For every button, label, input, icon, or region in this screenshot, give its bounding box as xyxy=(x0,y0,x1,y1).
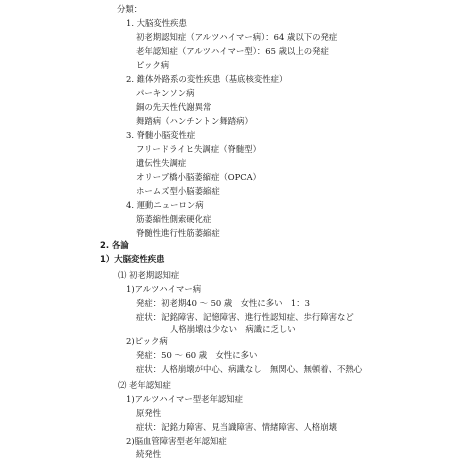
group-title: 2. 錐体外路系の変性疾患（基底核変性症） xyxy=(126,74,288,84)
group-item: パーキンソン病 xyxy=(136,88,195,98)
disease-onset: 発症：初老期40 ～ 50 歳 女性に多い 1：3 xyxy=(136,298,310,308)
group-item: 筋萎縮性側索硬化症 xyxy=(136,214,212,224)
disease-name: 2)ピック病 xyxy=(126,336,168,346)
disease-name: 1)アルツハイマー病 xyxy=(126,284,202,294)
disease-onset: 発症：50 ～ 60 歳 女性に多い xyxy=(136,350,258,360)
group-item: 脊髄性進行性筋萎縮症 xyxy=(136,228,220,238)
disease-cause: 続発性 xyxy=(136,449,162,459)
disease-symptom: 症状：記銘障害、記憶障害、進行性認知症、歩行障害など xyxy=(136,312,354,322)
disease-name: 2)脳血管障害型老年認知症 xyxy=(126,436,227,446)
group-item: ホームズ型小脳萎縮症 xyxy=(136,186,220,196)
classification-heading: 分類： xyxy=(117,4,143,14)
item-title: ⑵ 老年認知症 xyxy=(118,380,171,390)
group-item: ピック病 xyxy=(136,60,170,70)
section-subtitle: 1）大脳変性疾患 xyxy=(100,254,165,264)
disease-symptom: 症状：記銘力障害、見当識障害、情緒障害、人格崩壊 xyxy=(136,422,337,432)
group-item: 老年認知症（アルツハイマー型）：65 歳以上の発症 xyxy=(136,46,329,56)
group-title: 4. 運動ニューロン病 xyxy=(126,200,204,210)
group-item: 舞踏病（ハンチントン舞踏病） xyxy=(136,116,253,126)
disease-symptom-cont: 人格崩壊は少ない 病識に乏しい xyxy=(170,324,296,334)
group-title: 3. 脊髄小脳変性症 xyxy=(126,130,196,140)
section-title: 2. 各論 xyxy=(100,240,129,250)
group-item: オリーブ橋小脳萎縮症（OPCA） xyxy=(136,172,262,182)
group-item: 銅の先天性代謝異常 xyxy=(136,102,212,112)
disease-name: 1)アルツハイマー型老年認知症 xyxy=(126,394,243,404)
group-item: フリードライヒ失調症（脊髄型） xyxy=(136,144,262,154)
disease-cause: 原発性 xyxy=(136,408,162,418)
disease-symptom: 症状：人格崩壊が中心、病識なし 無関心、無頓着、不熱心 xyxy=(136,364,363,374)
group-item: 初老期認知症（アルツハイマー病）：64 歳以下の発症 xyxy=(136,32,338,42)
group-title: 1. 大脳変性疾患 xyxy=(126,18,187,28)
item-title: ⑴ 初老期認知症 xyxy=(118,270,180,280)
group-item: 遺伝性失調症 xyxy=(136,158,187,168)
